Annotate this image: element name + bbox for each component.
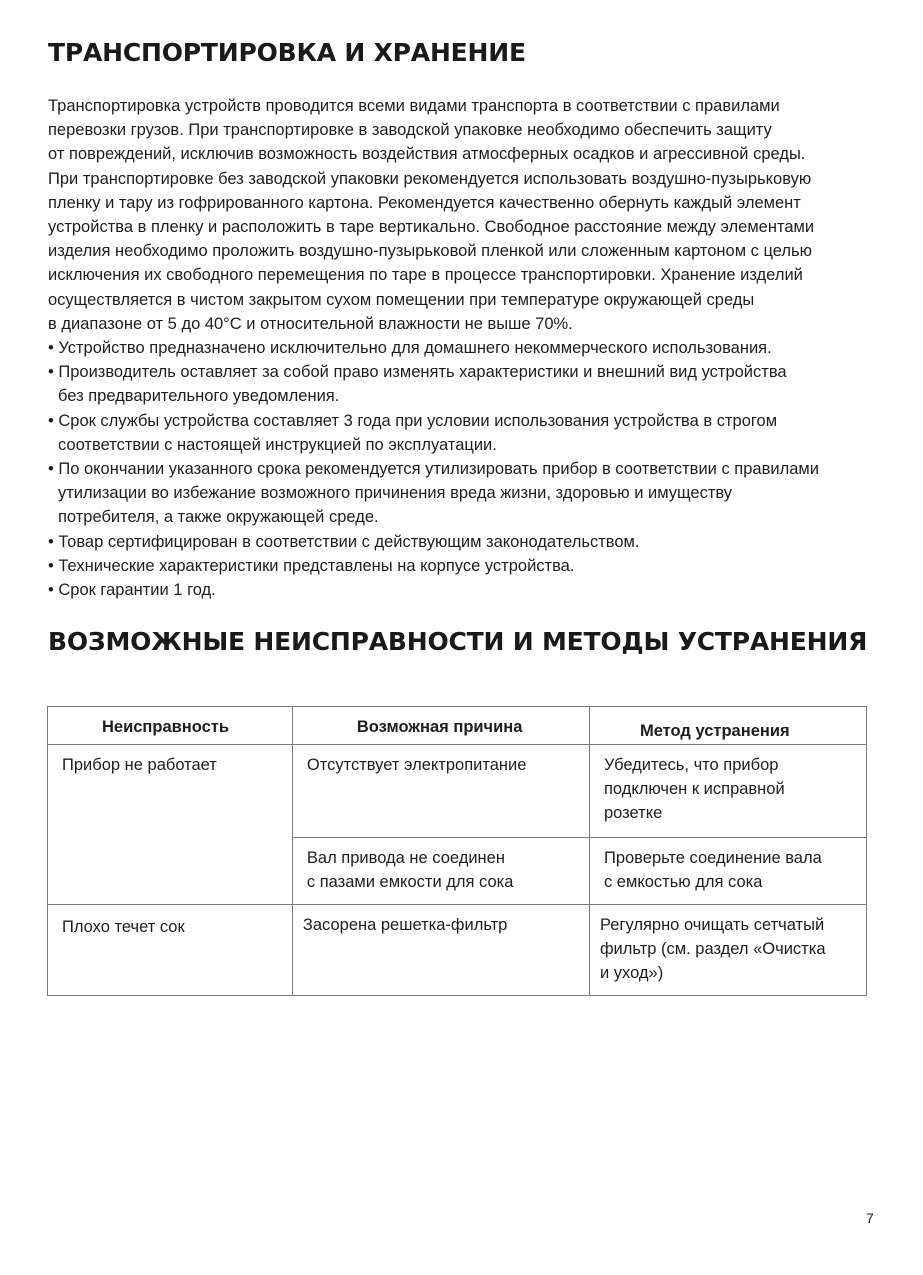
page-number: 7 xyxy=(866,1210,874,1226)
text-line: При транспортировке без заводской упаковки рекомендуется использовать воздушно-пузырьковую xyxy=(48,169,812,188)
table-row xyxy=(48,745,867,838)
bullet-continuation: потребителя, а также окружающей среде. xyxy=(58,508,379,527)
remedy-text: и уход») xyxy=(599,964,664,982)
remedy-cell xyxy=(589,838,866,905)
remedy-text: фильтр (см. раздел «Очистка xyxy=(599,940,826,958)
remedy-text: подключен к исправной xyxy=(603,780,785,798)
cause-text: с пазами емкости для сока xyxy=(306,873,514,891)
remedy-text: розетке xyxy=(603,804,663,822)
text-line: в диапазоне от 5 до 40°С и относительной влажности не выше 70%. xyxy=(48,314,573,333)
bullet-continuation: соответствии с настоящей инструкцией по эксплуатации. xyxy=(58,435,497,454)
text-line: осуществляется в чистом закрытом сухом помещении при температуре окружающей среды xyxy=(48,290,755,309)
fault-cell xyxy=(48,745,293,905)
cause-cell xyxy=(292,838,589,905)
fault-text: Плохо течет сок xyxy=(62,918,185,936)
remedy-text: Убедитесь, что прибор xyxy=(603,756,779,774)
header-remedy: Метод устранения xyxy=(589,707,866,745)
header-cause: Возможная причина xyxy=(292,707,589,745)
header-fault: Неисправность xyxy=(48,707,293,745)
cause-text: Засорена решетка-фильтр xyxy=(302,916,508,934)
bullet-line: • По окончании указанного срока рекомендуется утилизировать прибор в соответствии с правилами xyxy=(48,460,819,479)
text-line: перевозки грузов. При транспортировке в заводской упаковке необходимо обеспечить защиту xyxy=(48,121,772,140)
bullet-line: • Технические характеристики представлены на корпусе устройства. xyxy=(48,556,575,575)
bullet-line: • Товар сертифицирован в соответствии с действующим законодательством. xyxy=(48,532,640,551)
text-line: пленку и тару из гофрированного картона. Рекомендуется качественно обернуть каждый элемент xyxy=(48,193,801,212)
remedy-cell xyxy=(589,745,866,838)
text-line: исключения их свободного перемещения по таре в процессе транспортировки. Хранение изделий xyxy=(48,266,803,285)
cause-text: Вал привода не соединен xyxy=(306,849,505,867)
bullet-continuation: без предварительного уведомления. xyxy=(58,387,340,406)
cause-text: Отсутствует электропитание xyxy=(306,756,527,774)
fault-cell xyxy=(48,905,293,996)
remedy-cell xyxy=(589,905,866,996)
remedy-text: Проверьте соединение вала xyxy=(603,849,822,867)
fault-text: Прибор не работает xyxy=(62,756,217,774)
section-title-troubleshooting: ВОЗМОЖНЫЕ НЕИСПРАВНОСТИ И МЕТОДЫ УСТРАНЕНИЯ xyxy=(48,627,868,656)
bullet-line: • Срок службы устройства составляет 3 года при условии использования устройства в строгом xyxy=(48,411,778,430)
remedy-text: Регулярно очищать сетчатый xyxy=(599,916,825,934)
bullet-continuation: утилизации во избежание возможного причинения вреда жизни, здоровью и имуществу xyxy=(58,484,733,503)
table-header-row xyxy=(48,707,867,745)
text-line: изделия необходимо проложить воздушно-пузырьковой пленкой или сложенным картоном с целью xyxy=(48,242,812,261)
text-line: устройства в пленку и расположить в таре вертикально. Свободное расстояние между элементами xyxy=(48,218,815,237)
section-title-transport: ТРАНСПОРТИРОВКА И ХРАНЕНИЕ xyxy=(48,38,526,67)
bullet-line: • Срок гарантии 1 год. xyxy=(48,581,216,600)
troubleshooting-table xyxy=(47,706,867,996)
text-line: Транспортировка устройств проводится всеми видами транспорта в соответствии с правилами xyxy=(48,97,780,115)
table-row xyxy=(48,905,867,996)
bullet-line: • Устройство предназначено исключительно для домашнего некоммерческого использования. xyxy=(48,339,772,358)
cause-cell xyxy=(292,905,589,996)
bullet-line: • Производитель оставляет за собой право изменять характеристики и внешний вид устройства xyxy=(48,363,787,382)
remedy-text: с емкостью для сока xyxy=(603,873,763,891)
transport-storage-text xyxy=(48,94,894,602)
cause-cell xyxy=(292,745,589,838)
text-line: от повреждений, исключив возможность воздействия атмосферных осадков и агрессивной среды. xyxy=(48,145,806,164)
